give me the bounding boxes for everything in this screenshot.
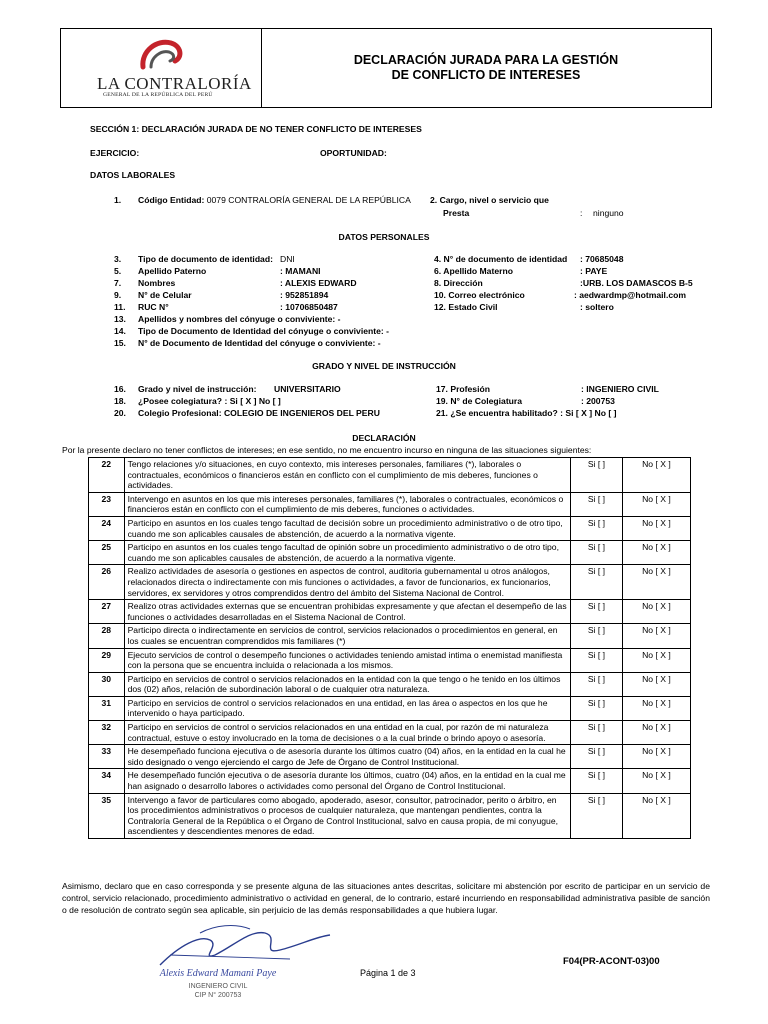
- contraloria-logo-mark: [137, 37, 187, 73]
- row-si-checkbox: Si [ ]: [570, 458, 622, 493]
- item-1: [138, 195, 411, 206]
- row-number: 25: [89, 541, 125, 565]
- row-si-checkbox: Si [ ]: [570, 793, 622, 838]
- row-text: Intervengo a favor de particulares como abogado, apoderado, asesor, consultor, patrocinador, perito o árbitro, en los procedimientos administrativos o procesos de cualquier naturaleza, que mantengan pendientes, contra la Contraloría General de la República o el Órgano de Control Institucional, salvo en causa propia, de mi conyugue, ascendientes y descendientes menores de edad.: [124, 793, 570, 838]
- row-si-checkbox: Si [ ]: [570, 516, 622, 540]
- row-number: 32: [89, 721, 125, 745]
- document-header: [60, 28, 712, 108]
- row-no-checkbox: No [ X ]: [622, 672, 690, 696]
- row-text: Tengo relaciones y/o situaciones, en cuyo contexto, mis intereses personales, familiares (*), laborales o contractuales, económicos o financieros están en conflicto con el cumplimiento de mis deberes, funciones o actividades.: [124, 458, 570, 493]
- item-13-number: 13.: [114, 314, 126, 324]
- table-row: [89, 624, 691, 648]
- row-text: He desempeñado funciona ejecutiva o de asesoría durante los últimos cuatro (04) años, en la entidad en la cual he sido designado o vengo ejerciendo el cargo de Jefe de Órgano de Control Institucional.: [124, 745, 570, 769]
- declaracion-title: DECLARACIÓN: [352, 433, 416, 443]
- stamp-name: Alexis Edward Mamani Paye: [159, 968, 277, 979]
- item-17-value: : INGENIERO CIVIL: [581, 384, 659, 394]
- row-si-checkbox: Si [ ]: [570, 600, 622, 624]
- table-row: [89, 721, 691, 745]
- item-11-label: RUC N°: [138, 302, 169, 312]
- row-text: Participo en servicios de control o servicios relacionados en la entidad con la que tengo o he tenido en los últimos dos (02) años, relación de subordinación laboral o de cualquier otra naturaleza.: [124, 672, 570, 696]
- item-4: [434, 254, 624, 266]
- datos-personales-title: DATOS PERSONALES: [338, 232, 430, 242]
- row-si-checkbox: Si [ ]: [570, 672, 622, 696]
- item-9-number: 9.: [114, 290, 122, 300]
- row-number: 23: [89, 492, 125, 516]
- table-row: [89, 745, 691, 769]
- cargo-colon: :: [580, 208, 583, 218]
- row-si-checkbox: Si [ ]: [570, 624, 622, 648]
- item-17-label: 17. Profesión: [436, 384, 490, 394]
- item-10-label: 10. Correo electrónico: [434, 290, 525, 300]
- row-text: Realizo actividades de asesoría o gestiones en aspectos de control, auditoria gubernamental u otros análogos, relacionados directa o indirectamente con mis funciones o actividades, a favor de funcionarios, ex funcionarios, servidores, ex servidores y otros comprendidos dentro del ámbito del Sistema Nacional de Control.: [124, 565, 570, 600]
- row-number: 34: [89, 769, 125, 793]
- row-no-checkbox: No [ X ]: [622, 516, 690, 540]
- row-text: Participo en servicios de control o servicios relacionados en una entidad, en las área o aspectos en los que he intervenido o haya participado.: [124, 696, 570, 720]
- item-8-value: :URB. LOS DAMASCOS B-5: [580, 278, 693, 288]
- row-number: 27: [89, 600, 125, 624]
- stamp-title: INGENIERO CIVIL: [188, 983, 248, 990]
- item-6: [434, 266, 608, 278]
- row-number: 33: [89, 745, 125, 769]
- table-row: [89, 793, 691, 838]
- item-11-value: : 10706850487: [280, 302, 338, 312]
- datos-laborales-title: DATOS LABORALES: [90, 170, 176, 180]
- row-no-checkbox: No [ X ]: [622, 624, 690, 648]
- item-14-label: Tipo de Documento de Identidad del cónyuge o conviviente: -: [138, 326, 389, 336]
- row-no-checkbox: No [ X ]: [622, 565, 690, 600]
- item-14-number: 14.: [114, 326, 126, 336]
- logo: [61, 29, 262, 107]
- item-1-number: 1.: [114, 195, 122, 205]
- item-12-label: 12. Estado Civil: [434, 302, 498, 312]
- row-no-checkbox: No [ X ]: [622, 696, 690, 720]
- row-text: He desempeñado función ejecutiva o de asesoría durante los últimos, cuatro (04) años, en la entidad en la cual me han asignado o desarrollo labores o actividades como personal del Órgano de Control Institucional.: [124, 769, 570, 793]
- item-7-number: 7.: [114, 278, 122, 288]
- presta-label: Presta: [443, 208, 470, 218]
- row-si-checkbox: Si [ ]: [570, 492, 622, 516]
- item-5-value: : MAMANI: [280, 266, 321, 276]
- item-9-value: : 952851894: [280, 290, 329, 300]
- item-7-value: : ALEXIS EDWARD: [280, 278, 357, 288]
- oportunidad-label: OPORTUNIDAD:: [320, 148, 387, 158]
- personales-right: [434, 254, 693, 314]
- item-10-value: : aedwardmp@hotmail.com: [574, 290, 686, 300]
- item-16-number: 16.: [114, 384, 126, 394]
- row-no-checkbox: No [ X ]: [622, 793, 690, 838]
- table-row: [89, 696, 691, 720]
- codigo-entidad-value: 0079 CONTRALORÍA GENERAL DE LA REPÚBLICA: [204, 195, 411, 205]
- row-no-checkbox: No [ X ]: [622, 492, 690, 516]
- row-number: 30: [89, 672, 125, 696]
- row-si-checkbox: Si [ ]: [570, 565, 622, 600]
- row-text: Participo en asuntos en los cuales tengo facultad de decisión sobre un procedimiento administrativo o de otro tipo, cuando me son aplicables causales de abstención, de acuerdo a la normativa vigente.: [124, 516, 570, 540]
- item-6-value: : PAYE: [580, 266, 608, 276]
- grado-title: GRADO Y NIVEL DE INSTRUCCIÓN: [312, 361, 456, 371]
- table-row: [89, 769, 691, 793]
- item-6-label: 6. Apellido Materno: [434, 266, 513, 276]
- row-number: 31: [89, 696, 125, 720]
- declaration-table-body: [89, 458, 691, 839]
- logo-subtitle: GENERAL DE LA REPÚBLICA DEL PERÚ: [103, 92, 213, 98]
- item-7-label: Nombres: [138, 278, 176, 288]
- row-number: 26: [89, 565, 125, 600]
- item-18-label: ¿Posee colegiatura? : Si [ X ] No [ ]: [138, 396, 281, 406]
- item-5-label: Apellido Paterno: [138, 266, 207, 276]
- item-4-value: : 70685048: [580, 254, 624, 264]
- declaration-table: [88, 457, 691, 839]
- ejercicio-label: EJERCICIO:: [90, 148, 140, 158]
- row-number: 29: [89, 648, 125, 672]
- item-5-number: 5.: [114, 266, 122, 276]
- logo-name: LA CONTRALORÍA: [97, 74, 252, 93]
- row-number: 28: [89, 624, 125, 648]
- table-row: [89, 565, 691, 600]
- row-si-checkbox: Si [ ]: [570, 745, 622, 769]
- item-13-label: Apellidos y nombres del cónyuge o conviviente: -: [138, 314, 341, 324]
- row-text: Realizo otras actividades externas que se encuentran prohibidas expresamente y que afectan el desempeño de las funciones o actividades desarrolladas en el Sistema Nacional de Control.: [124, 600, 570, 624]
- row-no-checkbox: No [ X ]: [622, 458, 690, 493]
- declaracion-intro: Por la presente declaro no tener conflictos de intereses; en ese sentido, no me encuentro incurso en ninguna de las situaciones siguientes:: [62, 445, 592, 455]
- form-code: F04(PR-ACONT-03)00: [563, 956, 660, 967]
- item-19-value: : 200753: [581, 396, 615, 406]
- item-15-number: 15.: [114, 338, 126, 348]
- table-row: [89, 672, 691, 696]
- row-si-checkbox: Si [ ]: [570, 769, 622, 793]
- closing-paragraph: Asimismo, declaro que en caso corresponda y se presente alguna de las situaciones antes descritas, solicitare mi abstención por escrito de participar en un servicio de control, servicio relacionado, procedimiento administrativo o actividad en general, de lo contrario, estaré incurriendo en responsabilidad administrativa pasible de sanción o de resolución de contrato según sea aplicable, sin perjuicio de las demás responsabilidades a que hubiera lugar.: [62, 881, 710, 915]
- row-text: Participo en servicios de control o servicios relacionados en una entidad en la cual, por razón de mi naturaleza contractual, estuve o estoy involucrado en la toma de decisiones o a la cual brinde o brindo apoyo o asesoría.: [124, 721, 570, 745]
- table-row: [89, 600, 691, 624]
- signature-icon: [140, 915, 340, 975]
- item-15-label: N° de Documento de Identidad del cónyuge o conviviente: -: [138, 338, 381, 348]
- row-no-checkbox: No [ X ]: [622, 541, 690, 565]
- table-row: [89, 648, 691, 672]
- item-12: [434, 302, 614, 314]
- row-no-checkbox: No [ X ]: [622, 648, 690, 672]
- item-3-value: DNI: [280, 254, 295, 264]
- cargo-value: ninguno: [593, 208, 624, 218]
- codigo-entidad-label: Código Entidad:: [138, 195, 205, 205]
- item-21-label: 21. ¿Se encuentra habilitado? : Si [ X ] No [ ]: [436, 408, 617, 418]
- stamp-cip: CIP N° 200753: [194, 992, 242, 999]
- document-title: [261, 29, 711, 107]
- item-3-number: 3.: [114, 254, 122, 264]
- row-si-checkbox: Si [ ]: [570, 648, 622, 672]
- row-no-checkbox: No [ X ]: [622, 745, 690, 769]
- item-19-label: 19. N° de Colegiatura: [436, 396, 523, 406]
- item-9-label: N° de Celular: [138, 290, 192, 300]
- row-si-checkbox: Si [ ]: [570, 696, 622, 720]
- title-line-2: DE CONFLICTO DE INTERESES: [391, 68, 581, 82]
- item-10: [434, 290, 686, 302]
- item-20-label: Colegio Profesional: COLEGIO DE INGENIEROS DEL PERU: [138, 408, 380, 418]
- table-row: [89, 458, 691, 493]
- row-number: 24: [89, 516, 125, 540]
- row-number: 22: [89, 458, 125, 493]
- item-2: [430, 195, 549, 206]
- row-text: Participo en asuntos en los cuales tengo facultad de opinión sobre un procedimiento administrativo o de otro tipo, cuando me son aplicables causales de abstención, de acuerdo a la normativa vigente.: [124, 541, 570, 565]
- item-8: [434, 278, 693, 290]
- item-16-value: UNIVERSITARIO: [274, 384, 341, 394]
- cargo-label: Cargo, nivel o servicio que: [439, 195, 549, 205]
- row-no-checkbox: No [ X ]: [622, 769, 690, 793]
- title-line-1: DECLARACIÓN JURADA PARA LA GESTIÓN: [353, 53, 619, 67]
- item-8-label: 8. Dirección: [434, 278, 483, 288]
- item-16-label: Grado y nivel de instrucción:: [138, 384, 257, 394]
- page-number: Página 1 de 3: [360, 968, 416, 978]
- item-18-number: 18.: [114, 396, 126, 406]
- row-si-checkbox: Si [ ]: [570, 541, 622, 565]
- row-text: Intervengo en asuntos en los que mis intereses personales, familiares (*), laborales o contractuales, económicos o financieros están en conflicto con el cumplimiento de mis deberes, funciones o actividades.: [124, 492, 570, 516]
- table-row: [89, 541, 691, 565]
- row-no-checkbox: No [ X ]: [622, 721, 690, 745]
- item-2-number: 2.: [430, 195, 438, 205]
- row-si-checkbox: Si [ ]: [570, 721, 622, 745]
- table-row: [89, 516, 691, 540]
- table-row: [89, 492, 691, 516]
- row-no-checkbox: No [ X ]: [622, 600, 690, 624]
- row-number: 35: [89, 793, 125, 838]
- section-1-title: SECCIÓN 1: DECLARACIÓN JURADA DE NO TENER CONFLICTO DE INTERESES: [90, 124, 422, 134]
- item-3-label: Tipo de documento de identidad:: [138, 254, 273, 264]
- item-20-number: 20.: [114, 408, 126, 418]
- item-12-value: : soltero: [580, 302, 614, 312]
- item-11-number: 11.: [114, 302, 126, 312]
- row-text: Participo directa o indirectamente en servicios de control, servicios relacionados o procedimientos en general, en los cuales se encuentran comprendidos mis familiares (*): [124, 624, 570, 648]
- item-4-label: 4. N° de documento de identidad: [434, 254, 568, 264]
- row-text: Ejecuto servicios de control o desempeño funciones o actividades teniendo amistad intima o enemistad manifiesta con la persona que se encuentra incluida o relacionada a los mismos.: [124, 648, 570, 672]
